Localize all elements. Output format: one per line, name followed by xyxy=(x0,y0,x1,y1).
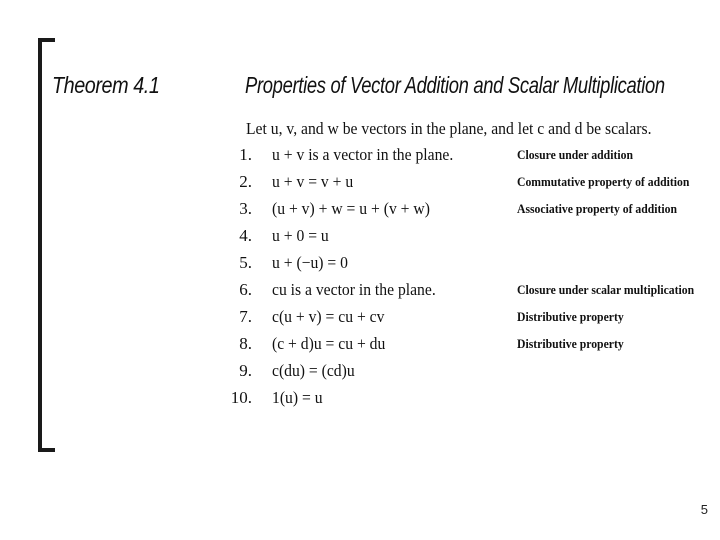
property-row xyxy=(240,280,710,307)
property-row xyxy=(230,388,710,415)
bracket-bottom xyxy=(38,448,55,452)
theorem-intro: Let u, v, and w be vectors in the plane, and let c and d be scalars. xyxy=(246,119,652,138)
property-statement: 1(u) = u xyxy=(272,388,323,407)
bracket-top xyxy=(38,38,55,42)
property-number: 1. xyxy=(239,145,252,164)
property-list xyxy=(230,145,710,415)
property-row xyxy=(240,253,710,280)
theorem-title: Properties of Vector Addition and Scalar Multiplication xyxy=(245,72,665,98)
property-number: 5. xyxy=(239,253,252,272)
property-name: Commutative property of addition xyxy=(517,174,690,189)
property-statement: c(du) = (cd)u xyxy=(272,361,355,380)
page-number: 5 xyxy=(700,502,708,517)
property-row xyxy=(240,199,710,226)
property-row xyxy=(240,307,710,334)
property-number: 9. xyxy=(239,361,252,380)
property-number: 6. xyxy=(239,280,252,299)
property-row xyxy=(240,226,710,253)
property-name: Distributive property xyxy=(517,309,624,324)
bracket-vertical xyxy=(38,38,42,452)
property-statement: c(u + v) = cu + cv xyxy=(272,307,385,326)
property-statement: u + (−u) = 0 xyxy=(272,253,348,272)
property-name: Associative property of addition xyxy=(517,201,678,216)
property-statement: u + v = v + u xyxy=(272,172,354,191)
theorem-label: Theorem 4.1 xyxy=(52,72,160,98)
property-row xyxy=(240,361,710,388)
property-statement: (c + d)u = cu + du xyxy=(272,334,386,353)
property-number: 8. xyxy=(239,334,252,353)
property-row xyxy=(240,334,710,361)
property-number: 2. xyxy=(239,172,252,191)
property-row xyxy=(240,145,710,172)
property-statement: (u + v) + w = u + (v + w) xyxy=(272,199,430,218)
property-number: 7. xyxy=(239,307,252,326)
property-statement: u + v is a vector in the plane. xyxy=(272,145,454,164)
property-name: Distributive property xyxy=(517,336,624,351)
property-number: 4. xyxy=(239,226,252,245)
property-name: Closure under addition xyxy=(517,147,633,162)
property-statement: u + 0 = u xyxy=(272,226,329,245)
property-row xyxy=(240,172,710,199)
property-name: Closure under scalar multiplication xyxy=(517,282,695,297)
property-statement: cu is a vector in the plane. xyxy=(272,280,436,299)
property-number: 3. xyxy=(239,199,252,218)
property-number: 10. xyxy=(230,388,252,407)
